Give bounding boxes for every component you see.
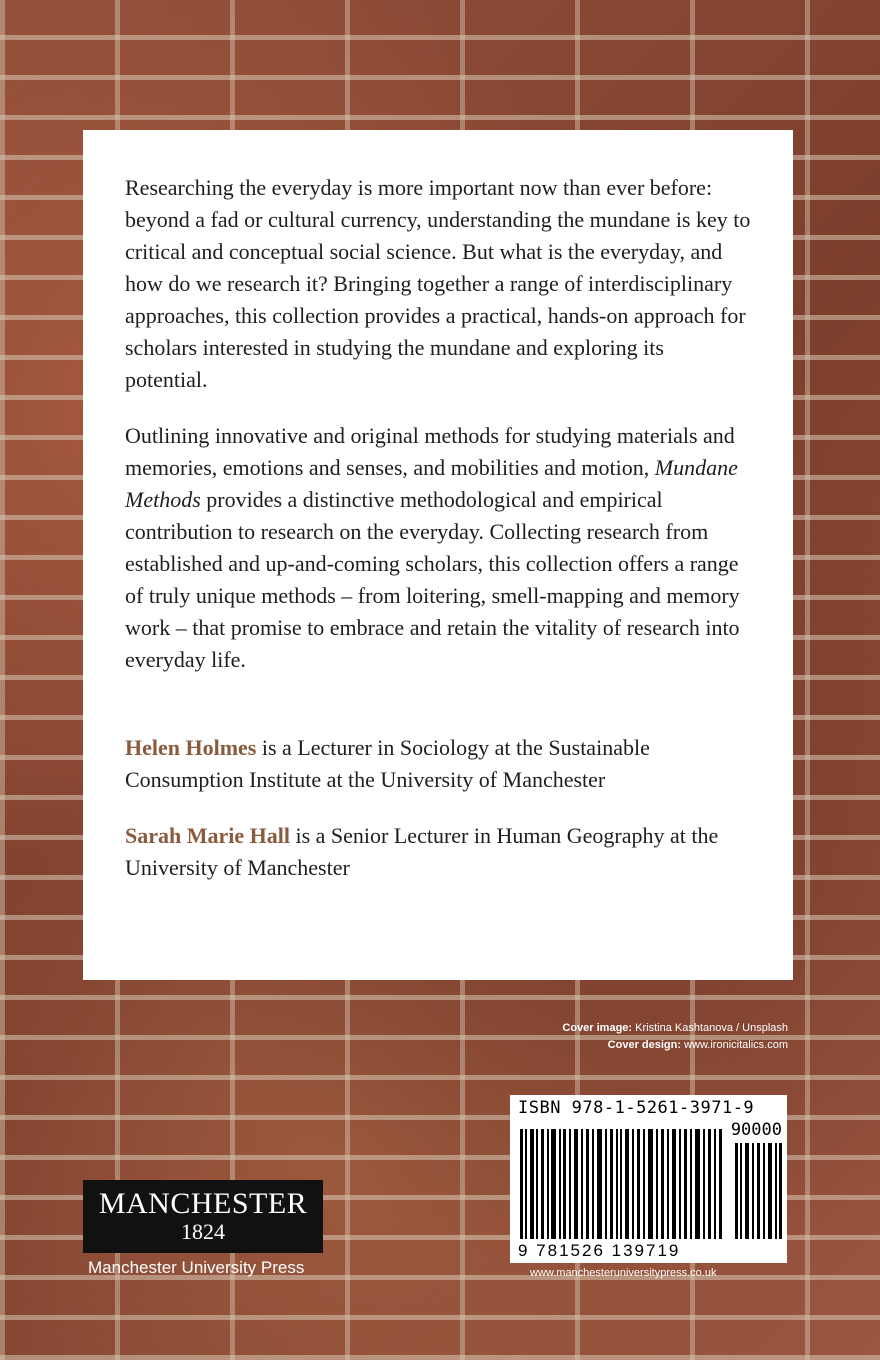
blurb-paragraph-2-end: provides a distinctive methodological and empirical contribution to research on the everyday. Collecting research from established and up-and-coming scholars, this collection offers a range of truly unique methods – from loitering, smell-mapping and memory work – that promise to embrace and retain the vitality of research into everyday life. [125, 487, 740, 672]
author-name-1: Helen Holmes [125, 735, 257, 760]
cover-image-credit [562, 1020, 788, 1037]
book-title: Mundane Methods [125, 455, 738, 512]
isbn-label: ISBN 978-1-5261-3971-9 [518, 1098, 755, 1118]
publisher-url: www.manchesteruniversitypress.co.uk [530, 1267, 717, 1279]
cover-image-label: Cover image: [562, 1022, 633, 1034]
cover-image-value: Kristina Kashtanova / Unsplash [632, 1022, 788, 1034]
author-bio-text-1: is a Lecturer in Sociology at the Sustainable Consumption Institute at the University of Manchester [125, 735, 650, 792]
price-code: 90000 [730, 1120, 782, 1140]
barcode-bars-main [520, 1129, 725, 1239]
logo-year: 1824 [181, 1219, 225, 1244]
barcode-number: 9 781526 139719 [518, 1241, 681, 1260]
publisher-name: Manchester University Press [88, 1258, 305, 1277]
barcode-bars-addon [735, 1143, 783, 1239]
blurb-paragraph-2-start: Outlining innovative and original methods for studying materials and memories, emotions and senses, and mobilities and motion, [125, 423, 735, 480]
author-name-2: Sarah Marie Hall [125, 823, 290, 848]
author-bio-2 [125, 820, 751, 884]
author-bio-text-2: is a Senior Lecturer in Human Geography at the University of Manchester [125, 823, 719, 880]
blurb-panel [83, 130, 793, 980]
author-bio-1 [125, 732, 751, 796]
logo-name: MANCHESTER [98, 1187, 308, 1220]
author-bios [125, 732, 751, 884]
cover-design-label: Cover design: [607, 1039, 682, 1051]
blurb-paragraph-2 [125, 420, 751, 676]
publisher-logo [83, 1180, 323, 1253]
cover-design-credit [562, 1037, 788, 1054]
isbn-barcode [510, 1095, 787, 1263]
cover-credits [562, 1020, 788, 1054]
cover-design-value: www.ironicitalics.com [681, 1039, 788, 1051]
blurb-paragraph-1: Researching the everyday is more important now than ever before: beyond a fad or cultural currency, understanding the mundane is key to critical and conceptual social science. But what is the everyday, and how do we research it? Bringing together a range of interdisciplinary approaches, this collection provides a practical, hands-on approach for scholars interested in studying the mundane and exploring its potential. [125, 175, 751, 392]
